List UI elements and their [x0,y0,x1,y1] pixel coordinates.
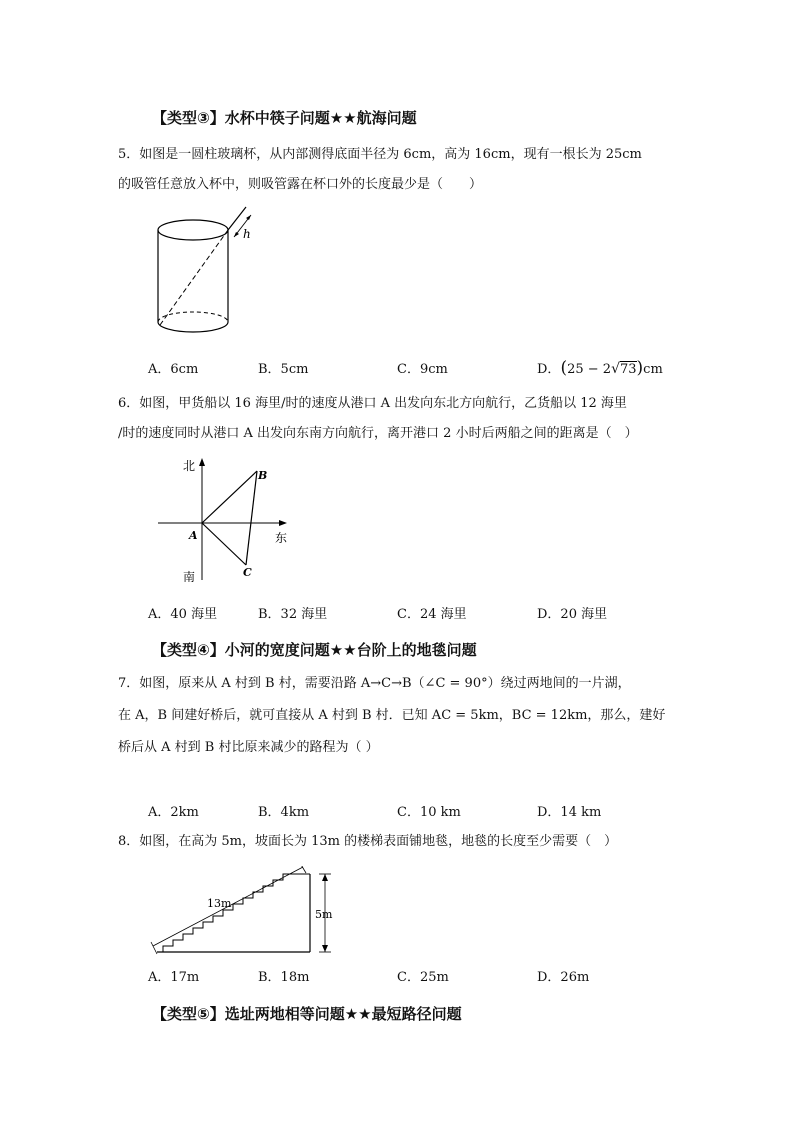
q6-text-line1: 6．如图，甲货船以 16 海里/时的速度从港口 A 出发向东北方向航行，乙货船以 12 海里 [118,396,627,411]
section-heading-type4: 【类型④】小河的宽度问题★★台阶上的地毯问题 [152,641,477,659]
q7-text-line1: 7．如图，原来从 A 村到 B 村，需要沿路 A→C→B（∠C = 90°）绕过两地间的一片湖， [118,676,631,691]
q8-option-a[interactable]: A．17m [148,970,200,985]
q7-option-a[interactable]: A．2km [148,805,199,820]
q6-text-line2: /时的速度同时从港口 A 出发向东南方向航行，离开港口 2 小时后两船之间的距离是（ ） [118,426,638,441]
q5-option-b[interactable]: B．5cm [258,362,309,377]
path-AC [202,523,246,565]
q6-option-b[interactable]: B．32 海里 [258,607,328,622]
h-arrow-top [246,215,251,220]
label-east: 东 [275,531,288,545]
q5-cylinder-figure [150,205,270,340]
q5-option-d-prefix: D． [537,362,561,377]
straw-inside [160,230,228,325]
q8-stairs-figure [145,866,350,961]
q6-option-a[interactable]: A．40 海里 [148,607,218,622]
q5-text-line1: 5．如图是一圆柱玻璃杯，从内部测得底面半径为 6cm，高为 16cm，现有一根长为 25cm [118,147,642,162]
label-height: 5m [315,908,333,921]
q5-option-d-sqrt: 73 [619,362,637,377]
q5-option-d[interactable]: D．(25 − 2√73)cm [537,358,663,378]
h-arrow-bottom [234,232,239,237]
height-arrow-top [322,874,328,881]
slope-tick-left [151,942,157,954]
cylinder-bottom-back [158,312,228,322]
q5-option-a[interactable]: A．6cm [148,362,199,377]
label-A: A [189,529,198,542]
q5-option-c[interactable]: C．9cm [397,362,448,377]
label-C: C [243,566,252,579]
q7-option-d[interactable]: D．14 km [537,805,602,820]
label-B: B [258,469,268,482]
q8-option-d[interactable]: D．26m [537,970,590,985]
q5-text-line2: 的吸管任意放入杯中，则吸管露在杯口外的长度最少是（ ） [118,177,483,192]
east-arrow [279,520,287,526]
label-south: 南 [183,570,196,584]
q8-option-b[interactable]: B．18m [258,970,310,985]
q7-text-line3: 桥后从 A 村到 B 村比原来减少的路程为（ ） [118,740,379,755]
stairs-steps [163,874,310,952]
q6-option-d[interactable]: D．20 海里 [537,607,608,622]
cylinder-bottom-front [158,322,228,332]
q8-option-c[interactable]: C．25m [397,970,449,985]
height-arrow-bottom [322,945,328,952]
q7-option-b[interactable]: B．4km [258,805,310,820]
h-label: h [243,227,251,241]
path-BC [246,471,257,565]
q7-text-line2: 在 A，B 间建好桥后，就可直接从 A 村到 B 村．已知 AC = 5km，BC = 12km，那么，建好 [118,708,666,723]
cylinder-top-ellipse [158,220,228,240]
q6-option-c[interactable]: C．24 海里 [397,607,467,622]
label-slope: 13m [207,897,232,910]
section-heading-type3: 【类型③】水杯中筷子问题★★航海问题 [152,109,417,127]
label-north: 北 [183,459,196,473]
q8-text-line1: 8．如图，在高为 5m，坡面长为 13m 的楼梯表面铺地毯，地毯的长度至少需要（ ） [118,834,618,849]
q6-navigation-figure [150,455,300,590]
north-arrow [199,458,205,466]
section-heading-type5: 【类型⑤】选址两地相等问题★★最短路径问题 [152,1005,462,1023]
q5-option-d-unit: cm [643,362,663,377]
q7-option-c[interactable]: C．10 km [397,805,461,820]
q5-option-d-expr: 25 − 2 [567,362,612,377]
path-AB [202,471,257,523]
